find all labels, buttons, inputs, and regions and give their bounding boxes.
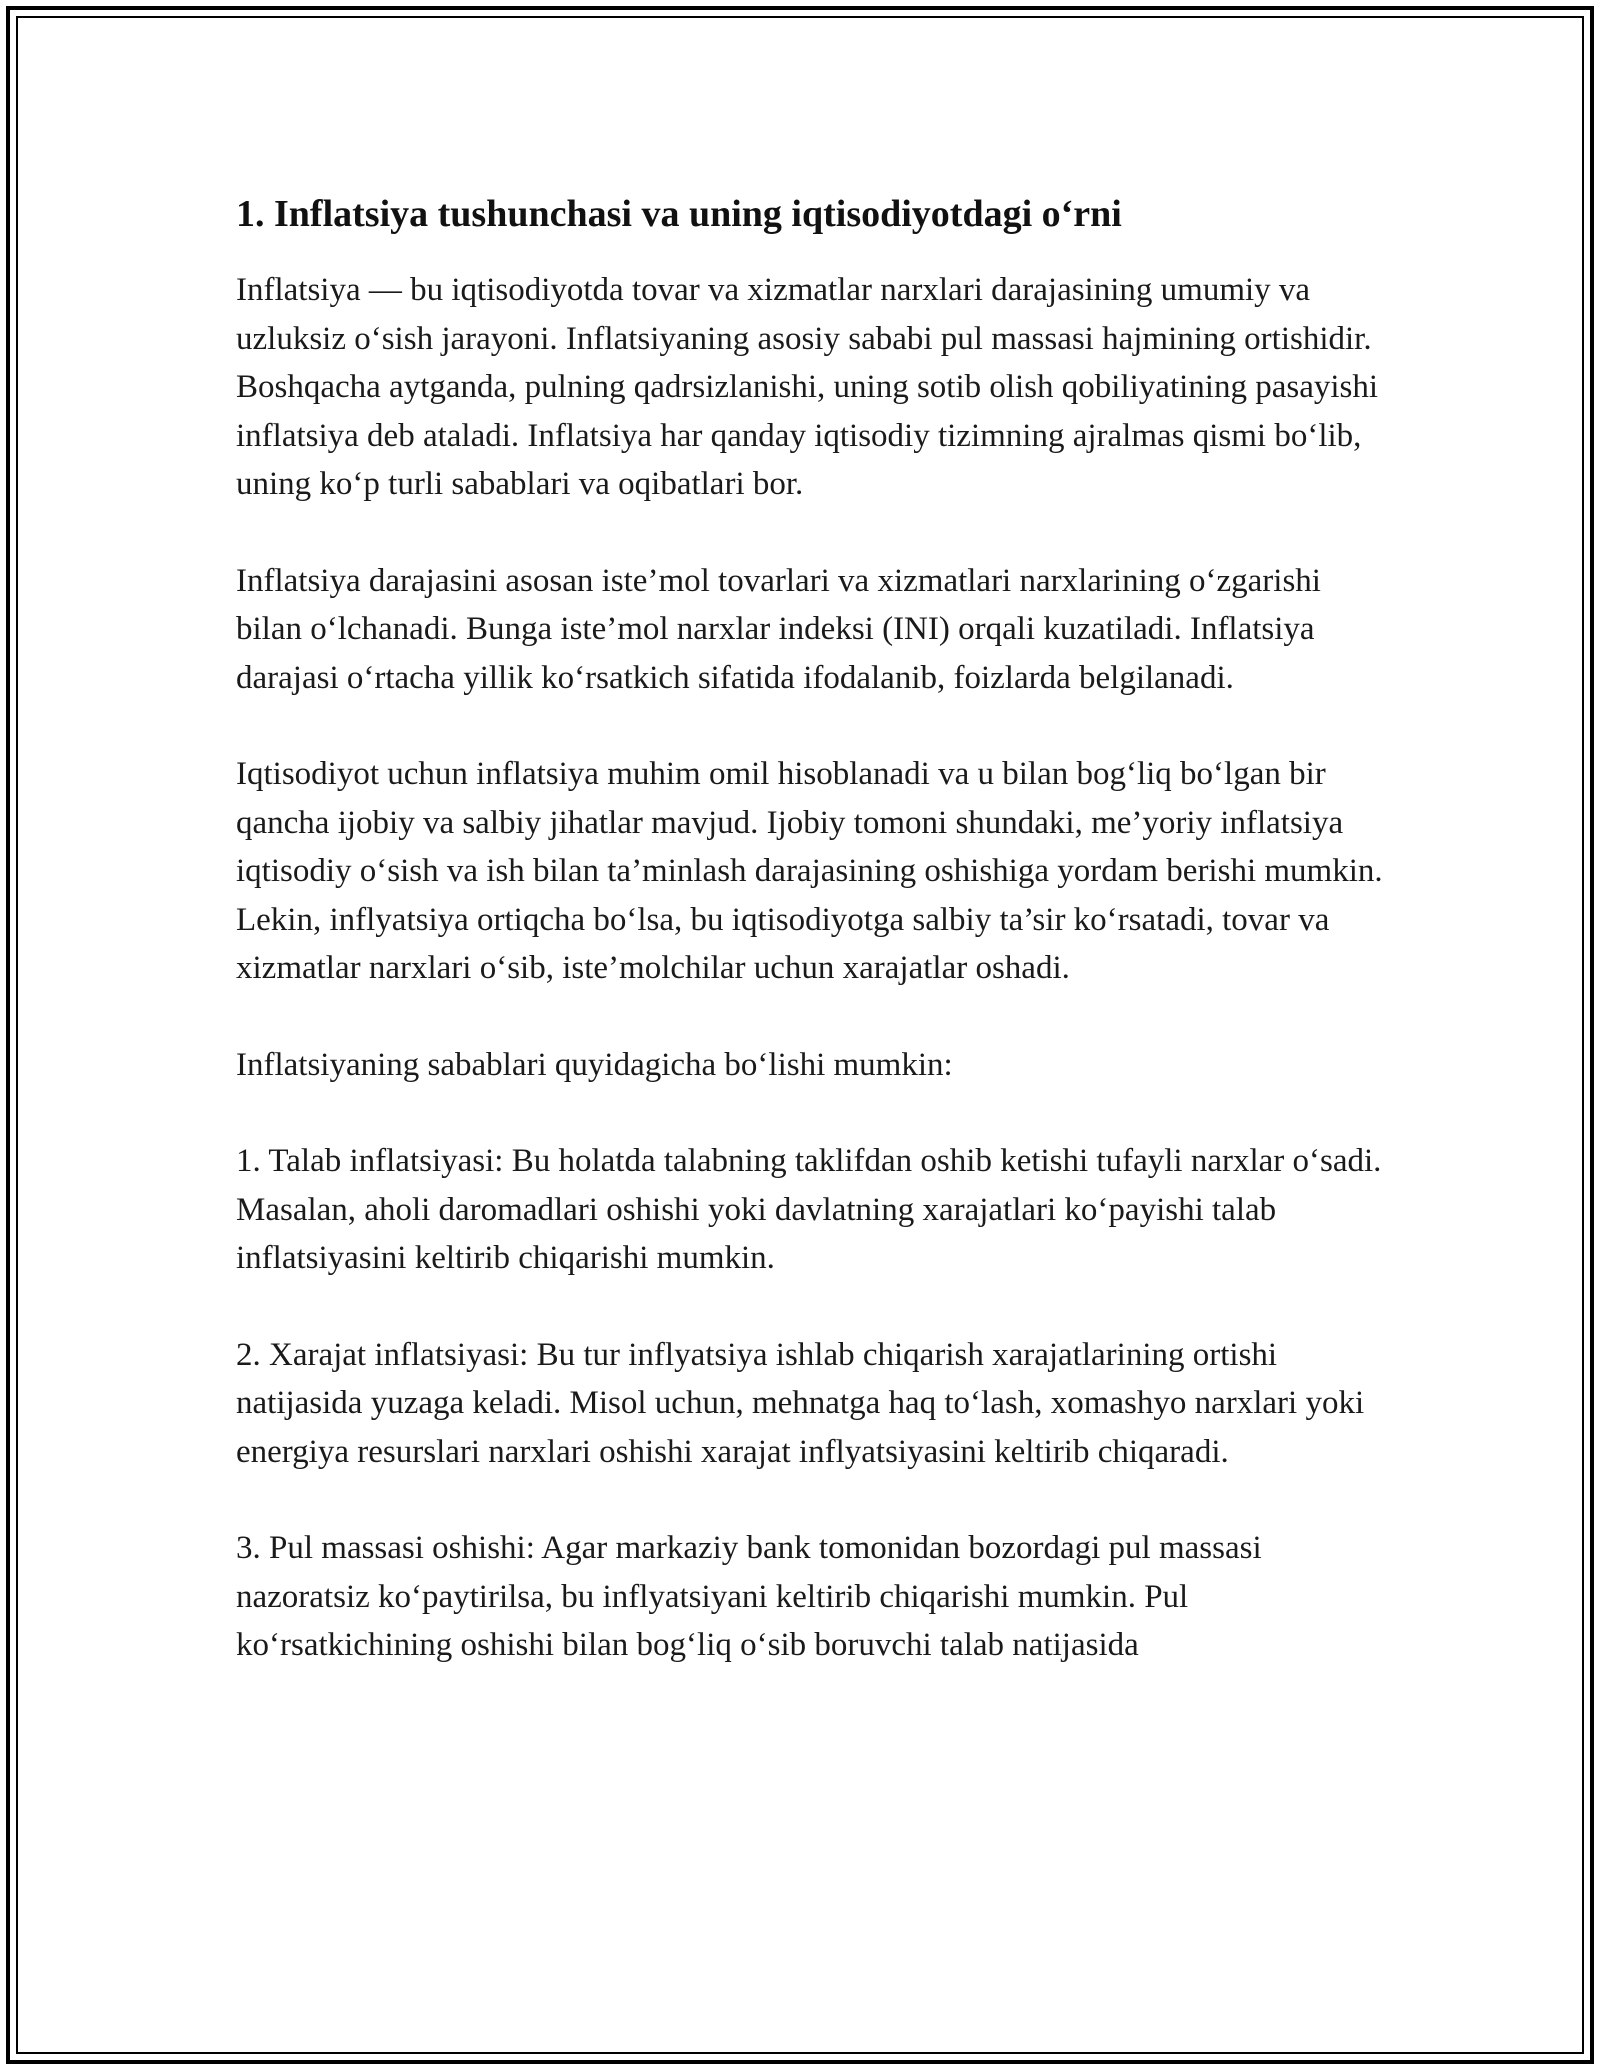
paragraph-role: Iqtisodiyot uchun inflatsiya muhim omil hisoblanadi va u bilan bog‘liq bo‘lgan bir qancha ijobiy va salbiy jihatlar mavjud. Ijobiy tomoni shundaki, me’yoriy inflatsiya iqtisodiy o‘sish va ish bilan ta’minlash darajasining oshishiga yordam berishi mumkin. Lekin, inflyatsiya ortiqcha bo‘lsa, bu iqtisodiyotga salbiy ta’sir ko‘rsatadi, tovar va xizmatlar narxlari o‘sib, iste’molchilar uchun xarajatlar oshadi. — [236, 756, 1383, 986]
paragraph-causes-intro: Inflatsiyaning sabablari quyidagicha bo‘lishi mumkin: — [236, 1046, 953, 1083]
list-item-demand-inflation: 1. Talab inflatsiyasi: Bu holatda talabning taklifdan oshib ketishi tufayli narxlar o‘sadi. Masalan, aholi daromadlari oshishi yoki davlatning xarajatlari ko‘payishi talab inflatsiyasini keltirib chiqarishi mumkin. — [236, 1143, 1382, 1276]
document-page — [236, 190, 1386, 1718]
list-item-cost-inflation: 2. Xarajat inflatsiyasi: Bu tur inflyatsiya ishlab chiqarish xarajatlarining ortishi natijasida yuzaga keladi. Misol uchun, mehnatga haq to‘lash, xomashyo narxlari yoki energiya resurslari narxlari oshishi xarajat inflyatsiyasini keltirib chiqaradi. — [236, 1336, 1365, 1470]
section-heading: 1. Inflatsiya tushunchasi va uning iqtisodiyotdagi o‘rni — [236, 193, 1122, 235]
paragraph-definition: Inflatsiya — bu iqtisodiyotda tovar va xizmatlar narxlari darajasining umumiy va uzluksiz o‘sish jarayoni. Inflatsiyaning asosiy sababi pul massasi hajmining ortishidir. Boshqacha aytganda, pulning qadrsizlanishi, uning sotib olish qobiliyatining pasayishi inflatsiya deb ataladi. Inflatsiya har qanday iqtisodiy tizimning ajralmas qismi bo‘lib, uning ko‘p turli sabablari va oqibatlari bor. — [236, 272, 1379, 502]
list-item-money-supply: 3. Pul massasi oshishi: Agar markaziy bank tomonidan bozordagi pul massasi nazoratsiz ko‘paytirilsa, bu inflyatsiyani keltirib chiqarishi mumkin. Pul ko‘rsatkichining oshishi bilan bog‘liq o‘sib boruvchi talab natijasida — [236, 1530, 1262, 1663]
paragraph-measurement: Inflatsiya darajasini asosan iste’mol tovarlari va xizmatlari narxlarining o‘zgarishi bilan o‘lchanadi. Bunga iste’mol narxlar indeksi (INI) orqali kuzatiladi. Inflatsiya darajasi o‘rtacha yillik ko‘rsatkich sifatida ifodalanib, foizlarda belgilanadi. — [236, 562, 1321, 696]
